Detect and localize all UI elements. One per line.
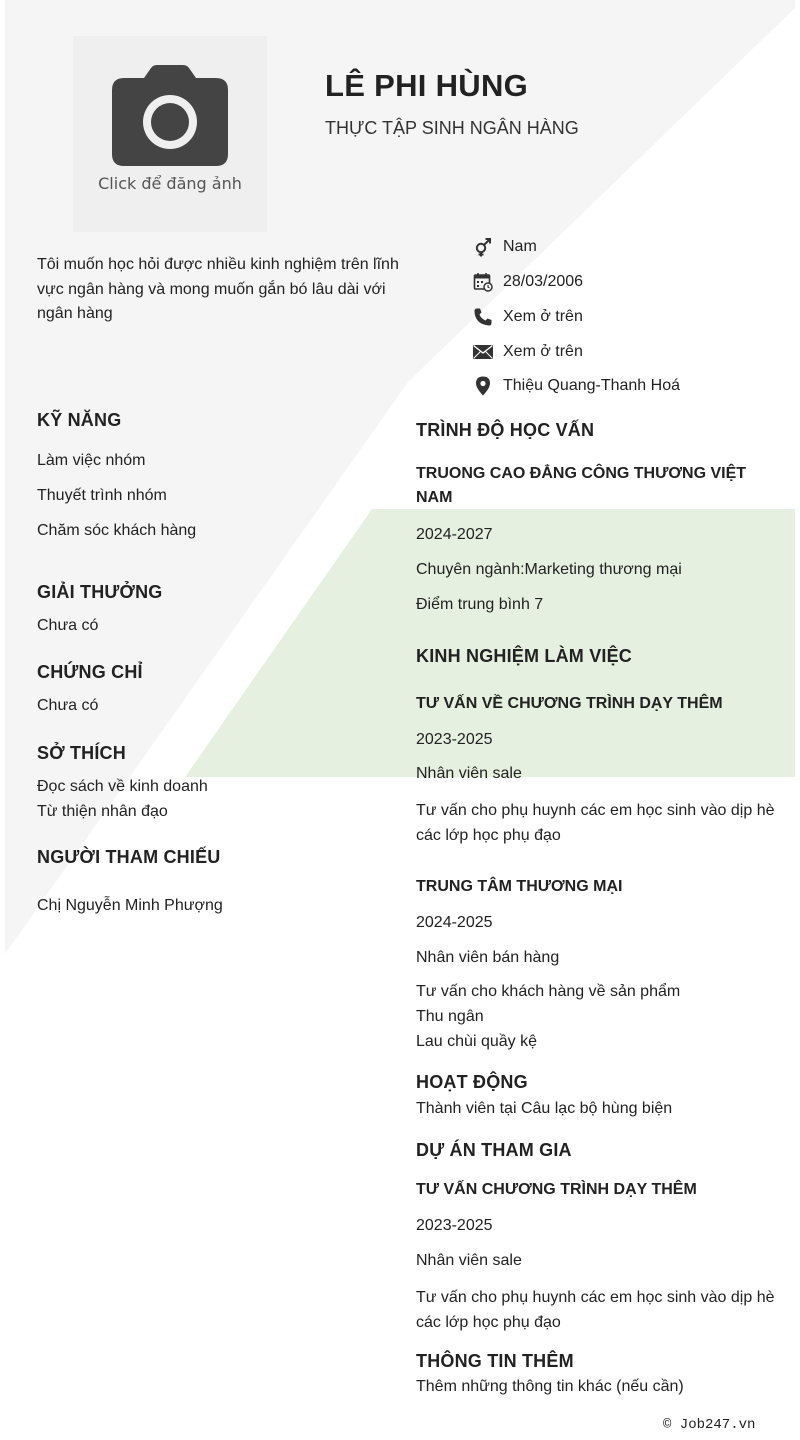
info-value: Thiệu Quang-Thanh Hoá (503, 377, 680, 395)
info-birthdate (472, 265, 792, 300)
school-name: TRUONG CAO ĐẲNG CÔNG THƯƠNG VIỆT NAM (416, 465, 747, 506)
project-name: TƯ VẤN CHƯƠNG TRÌNH DẠY THÊM (416, 1181, 697, 1198)
info-value: Nam (503, 238, 537, 256)
info-email (472, 334, 792, 369)
project-description: Tư vấn cho phụ huynh các em học sinh vào dịp hè các lớp học phụ đạo (416, 1289, 775, 1331)
experience-heading: KINH NGHIỆM LÀM VIỆC (416, 646, 633, 666)
awards-text: Chưa có (37, 617, 99, 634)
project-period: 2023-2025 (416, 1217, 493, 1234)
skill-item: Làm việc nhóm (37, 452, 146, 469)
info-value: Xem ở trên (503, 342, 583, 360)
calendar-icon (472, 271, 494, 293)
camera-icon (112, 64, 228, 166)
location-icon (472, 375, 494, 397)
education-gpa: Điểm trung bình 7 (416, 596, 544, 613)
certificates-text: Chưa có (37, 697, 99, 714)
activities-heading: HOẠT ĐỘNG (416, 1072, 528, 1092)
job-description: Tư vấn cho phụ huynh các em học sinh vào dịp hè các lớp học phụ đạo (416, 802, 775, 844)
job-description: Thu ngân (416, 1008, 484, 1025)
personal-info (472, 230, 792, 404)
activities-text: Thành viên tại Câu lạc bộ hùng biện (416, 1100, 673, 1117)
photo-caption: Click để đăng ảnh (98, 174, 242, 193)
job-period: 2023-2025 (416, 731, 493, 748)
skills-heading: KỸ NĂNG (37, 410, 122, 430)
info-phone (472, 300, 792, 335)
gender-icon (472, 236, 494, 258)
certificates-heading: CHỨNG CHỈ (37, 662, 143, 682)
footer-brand[interactable]: © Job247.vn (663, 1417, 756, 1433)
projects-heading: DỰ ÁN THAM GIA (416, 1140, 572, 1160)
education-period: 2024-2027 (416, 526, 493, 543)
skill-item: Chăm sóc khách hàng (37, 522, 197, 539)
education-major: Chuyên ngành:Marketing thương mại (416, 561, 682, 578)
info-value: 28/03/2006 (503, 273, 584, 291)
info-value: Xem ở trên (503, 307, 583, 325)
job-description: Lau chùi quầy kệ (416, 1033, 537, 1050)
job-company: TRUNG TÂM THƯƠNG MẠI (416, 878, 623, 895)
photo-upload[interactable] (73, 36, 267, 232)
email-icon (472, 341, 494, 363)
candidate-title: THỰC TẬP SINH NGÂN HÀNG (325, 118, 579, 138)
job-description: Tư vấn cho khách hàng về sản phẩm (416, 983, 681, 1000)
project-role: Nhân viên sale (416, 1252, 522, 1269)
education-heading: TRÌNH ĐỘ HỌC VẤN (416, 420, 595, 440)
hobby-item: Từ thiện nhân đạo (37, 803, 168, 820)
career-objective: Tôi muốn học hỏi được nhiều kinh nghiệm trên lĩnh vực ngân hàng và mong muốn gắn bó lâu dài với ngân hàng (37, 256, 399, 322)
candidate-name: LÊ PHI HÙNG (325, 68, 529, 103)
info-gender (472, 230, 792, 265)
job-period: 2024-2025 (416, 914, 493, 931)
references-heading: NGƯỜI THAM CHIẾU (37, 847, 221, 867)
additional-heading: THÔNG TIN THÊM (416, 1351, 574, 1371)
hobbies-heading: SỞ THÍCH (37, 743, 126, 763)
skill-item: Thuyết trình nhóm (37, 487, 167, 504)
hobby-item: Đọc sách về kinh doanh (37, 778, 208, 795)
job-role: Nhân viên bán hàng (416, 949, 560, 966)
additional-text: Thêm những thông tin khác (nếu cần) (416, 1378, 684, 1395)
job-company: TƯ VẤN VỀ CHƯƠNG TRÌNH DẠY THÊM (416, 695, 723, 712)
awards-heading: GIẢI THƯỞNG (37, 582, 163, 602)
info-address (472, 369, 792, 404)
references-text: Chị Nguyễn Minh Phượng (37, 897, 223, 914)
phone-icon (472, 306, 494, 328)
job-role: Nhân viên sale (416, 765, 522, 782)
